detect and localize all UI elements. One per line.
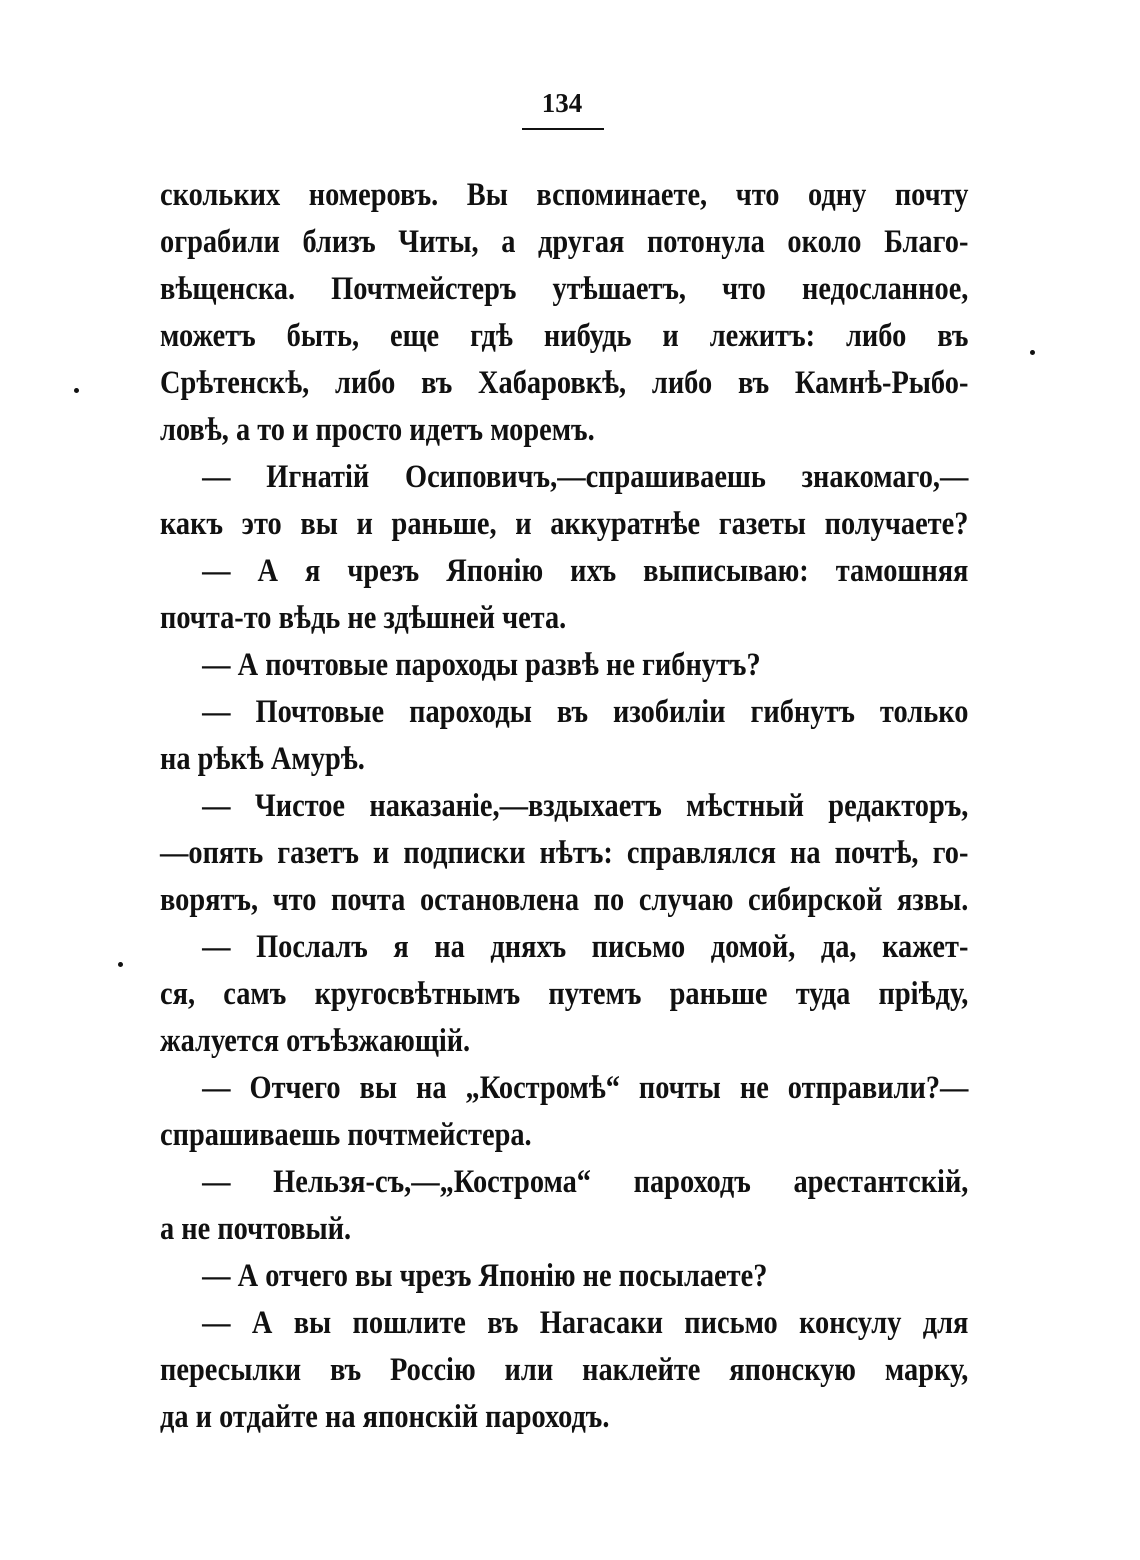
text-line-15: —опять газетъ и подписки нѣтъ: справлялся на почтѣ, го- [160, 835, 969, 871]
text-line-25: — А вы пошлите въ Нагасаки письмо консулу для [202, 1305, 969, 1341]
text-line-26: пересылки въ Россію или наклейте японскую марку, [160, 1352, 969, 1388]
text-line-21: спрашиваешь почтмейстера. [160, 1117, 532, 1153]
text-line-18: ся, самъ кругосвѣтнымъ путемъ раньше туда пріѣду, [160, 976, 969, 1012]
text-line-22: — Нельзя-съ,—„Кострома“ пароходъ арестантскій, [202, 1164, 969, 1200]
page-body-text [160, 172, 968, 1441]
text-line-1: скольких номеровъ. Вы вспоминаете, что одну почту [160, 177, 969, 213]
text-line-7: — Игнатій Осиповичъ,—спрашиваешь знакомаго,— [202, 459, 969, 495]
text-line-9: — А я чрезъ Японію ихъ выписываю: тамошняя [202, 553, 969, 589]
text-line-5: Срѣтенскѣ, либо въ Хабаровкѣ, либо въ Камнѣ-Рыбо- [160, 365, 969, 401]
text-line-13: на рѣкѣ Амурѣ. [160, 741, 365, 777]
text-line-17: — Послалъ я на дняхъ письмо домой, да, кажет- [202, 929, 969, 965]
text-line-23: а не почтовый. [160, 1211, 352, 1247]
text-line-3: вѣщенска. Почтмейстеръ утѣшаетъ, что недосланное, [160, 271, 969, 307]
text-line-19: жалуется отъѣзжающій. [160, 1023, 471, 1059]
text-line-12: — Почтовые пароходы въ изобиліи гибнутъ только [202, 694, 969, 730]
text-line-27: да и отдайте на японскій пароходъ. [160, 1399, 610, 1435]
text-line-10: почта-то вѣдь не здѣшней чета. [160, 600, 567, 636]
page-number: 134 [541, 88, 583, 118]
scan-speck [118, 962, 123, 967]
scan-speck [1030, 350, 1035, 355]
text-line-14: — Чистое наказаніе,—вздыхаетъ мѣстный редакторъ, [202, 788, 969, 824]
page-number-rule [522, 128, 604, 130]
text-line-2: ограбили близъ Читы, а другая потонула около Благо- [160, 224, 969, 260]
text-line-8: какъ это вы и раньше, и аккуратнѣе газеты получаете? [160, 506, 969, 542]
text-line-4: можетъ быть, еще гдѣ нибудь и лежитъ: либо въ [160, 318, 969, 354]
text-line-6: ловѣ, а то и просто идетъ моремъ. [160, 412, 595, 448]
text-line-16: ворятъ, что почта остановлена по случаю сибирской язвы. [160, 882, 969, 918]
scan-speck [74, 388, 79, 393]
text-line-20: — Отчего вы на „Костромѣ“ почты не отправили?— [202, 1070, 969, 1106]
text-line-24: — А отчего вы чрезъ Японію не посылаете? [202, 1258, 768, 1294]
text-line-11: — А почтовые пароходы развѣ не гибнутъ? [202, 647, 761, 683]
